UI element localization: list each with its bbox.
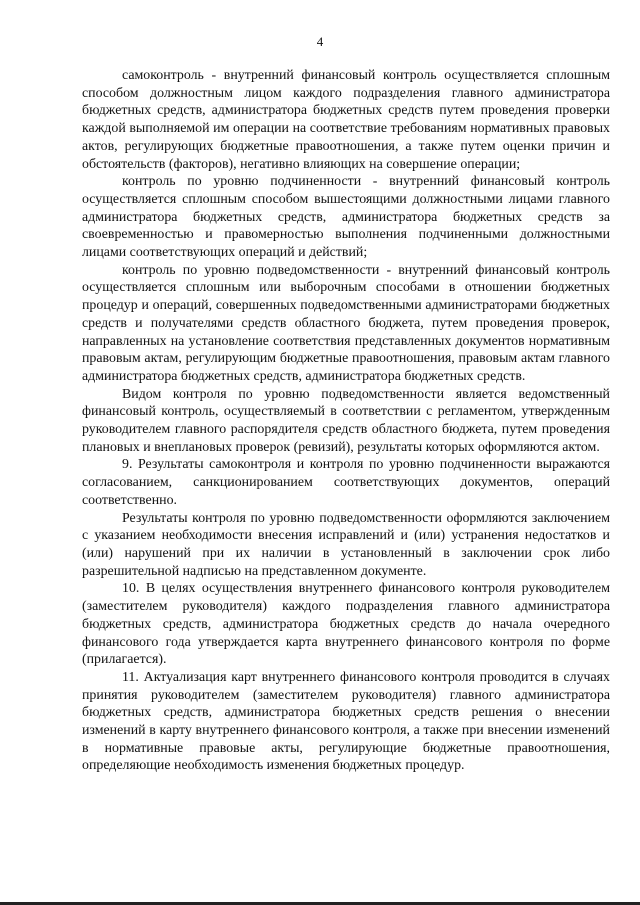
paragraph-departmental-financial-control: Видом контроля по уровню подведомственности является ведомственный финансовый контроль, осуществляемый в соответствии с регламентом, утвержденным руководителем главного распорядителя средств областного бюджета, путем проведения плановых и внеплановых проверок (ревизий), результаты которых оформляются актом. xyxy=(82,386,610,455)
document-body xyxy=(82,67,610,775)
paragraph-departmental-control: контроль по уровню подведомственности - внутренний финансовый контроль осуществляется сплошным или выборочным способами в отношении бюджетных процедур и операций, совершенных подведомственными администраторами бюджетных средств и получателями средств областного бюджета, путем проведения проверок, направленных на установление соответствия представленных документов нормативным правовым актам, регулирующим бюджетные правоотношения, правовым актам главного администратора бюджетных средств, администратора бюджетных средств. xyxy=(82,262,610,384)
paragraph-item-9: 9. Результаты самоконтроля и контроля по уровню подчиненности выражаются согласованием, санкционированием соответствующих документов, операций соответственно. xyxy=(82,457,610,508)
paragraph-control-results: Результаты контроля по уровню подведомственности оформляются заключением с указанием необходимости внесения исправлений и (или) устранения недостатков и (или) нарушений при их наличии в установленный в заключении срок либо разрешительной надписью на представленном документе. xyxy=(82,510,610,579)
paragraph-subordination-control: контроль по уровню подчиненности - внутренний финансовый контроль осуществляется сплошным способом вышестоящими должностными лицами главного администратора бюджетных средств, администратора бюджетных средств за своевременностью и правомерностью выполнения подчиненными должностными лицами соответствующих операций и действий; xyxy=(82,174,610,261)
page-number: 4 xyxy=(316,34,324,49)
paragraph-item-10: 10. В целях осуществления внутреннего финансового контроля руководителем (заместителем руководителя) каждого подразделения главного администратора бюджетных средств, администратора бюджетных средств до начала очередного финансового года утверждается карта внутреннего финансового контроля по форме (прилагается). xyxy=(82,581,610,668)
paragraph-item-11: 11. Актуализация карт внутреннего финансового контроля проводится в случаях принятия руководителем (заместителем руководителя) главного администратора бюджетных средств, администратора бюджетных средств решения о внесении изменений в карту внутреннего финансового контроля, а также при внесении изменений в нормативные правовые акты, регулирующие бюджетные правоотношения, определяющие необходимость изменения бюджетных процедур. xyxy=(82,669,610,774)
paragraph-self-control: самоконтроль - внутренний финансовый контроль осуществляется сплошным способом должностным лицом каждого подразделения главного администратора бюджетных средств, администратора бюджетных средств путем проведения проверки каждой выполняемой им операции на соответствие требованиям нормативных правовых актов, регулирующих бюджетные правоотношения, а также путем оценки причин и обстоятельств (факторов), негативно влияющих на совершение операции; xyxy=(82,68,610,172)
